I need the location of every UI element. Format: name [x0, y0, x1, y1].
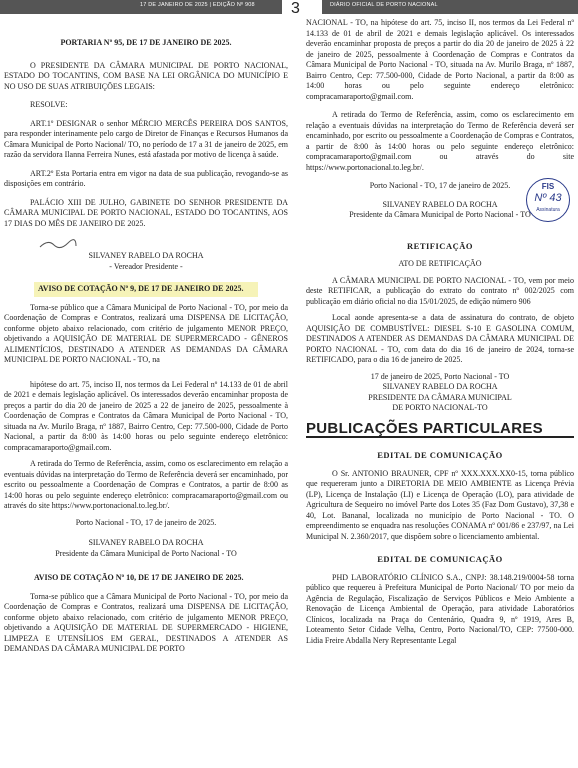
- edital-1-title: EDITAL DE COMUNICAÇÃO: [377, 450, 503, 460]
- retificacao-body: A CÂMARA MUNICIPAL DE PORTO NACIONAL - TO, vem por meio deste RETIFICAR, a publicação do extrato do contrato nº 002/2025 com publicação em diário oficial no dia 15/01/2025, de edição número 906: [306, 275, 574, 306]
- edital-2-body: PHD LABORATÓRIO CLÍNICO S.A., CNPJ: 38.148.219/0004-58 torna público que requereu à Prefeitura Municipal de Porto Nacional/ TO por meio da Agência de Regulação, Fiscalização de Serviços Públicos e Meio Ambiente a Renovação de Licença Ambiental de Operação, para atividade Laboratórios Clínicos, localizada na Praça do Centenário, Quadra 9, nº 1919, Ares B, Loteamento Setor Cidade Velha, Centro, Porto Nacional/TO, CEP: 77500-000. Lidia Freire Abdalla Nery Representante Legal: [306, 572, 574, 645]
- aviso-9-signer: SILVANEY RABELO DA ROCHA: [88, 538, 204, 547]
- aviso-9-retirada: A retirada do Termo de Referência, assim, como os esclarecimento em relação a eventuais dúvidas na interpretação do Termo de Referência deverá ser encaminhado, por escrito ou pessoalmente a Coordenação de Compras e Contratos, a partir de 8:00 as 14:00 horas ou pelo seguinte endereço eletrônico: compracamaraporto@gmail.com ou através do site https://www.portonacional.to.leg.br/.: [4, 459, 288, 510]
- signer-role: - Vereador Presidente -: [109, 261, 183, 271]
- article-2: ART.2º Esta Portaria entra em vigor na data de sua publicação, revogando-se as disposições em contrário.: [4, 168, 288, 188]
- aviso-9-role: Presidente da Câmara Municipal de Porto Nacional - TO: [55, 548, 237, 558]
- edition-label: 17 DE JANEIRO DE 2025 | EDIÇÃO Nº 908: [140, 2, 255, 8]
- retificacao-signer: SILVANEY RABELO DA ROCHA: [382, 382, 498, 391]
- fis-stamp: [526, 178, 570, 222]
- edital-2-title: EDITAL DE COMUNICAÇÃO: [377, 554, 503, 564]
- resolve-label: RESOLVE:: [30, 100, 68, 109]
- retificacao-body-2: Local aonde apresenta-se a data de assinatura do contrato, de objeto AQUISIÇÃO DE COMBUSTÍVEL: DIESEL S-10 E GASOLINA COMUM, DESTINADOS A ATENDER AS DEMANDAS DA CÂMARA MUNICIPAL DE PORTO NACIONAL - TO, com data do dia 16 de janeiro de 2024, torna-se RETIFICADO, para o dia 16 de janeiro de 2025.: [306, 313, 574, 364]
- aviso-10-retirada: A retirada do Termo de Referência, assim, como os esclarecimento em relação a eventuais dúvidas na interpretação do Termo de Referência deverá ser encaminhado, por escrito ou pessoalmente a Coordenação de Compras e Contratos, a partir de 8:00 às 14:00 horas ou pelo seguinte endereço eletrônico: compracamaraporto@gmail.com ou através do site https://www.portonacional.to.leg.br/.: [306, 110, 574, 172]
- retificacao-role-1: PRESIDENTE DA CÂMARA MUNICIPAL: [368, 392, 512, 402]
- portaria-intro: O PRESIDENTE DA CÂMARA MUNICIPAL DE PORTO NACIONAL, ESTADO DO TOCANTINS, COM BASE NA LEI ORGÂNICA DO MUNICÍPIO E NO USO DE SUAS ATRIBUIÇÕES LEGAIS:: [4, 60, 288, 91]
- aviso-10-date: Porto Nacional - TO, 17 de janeiro de 2025.: [369, 181, 511, 190]
- aviso-9-hipotese: hipótese do art. 75, inciso II, nos termos da Lei Federal nº 14.133 de 01 de abril de 2021 e demais legislação aplicável. Os interessados deverão encaminhar proposta de preços a partir do dia 20 de janeiro de 2025 a 22 de janeiro de 2025, pessoalmente à Coordenação de Compras e Contratos da Câmara Municipal de Porto Nacional - TO, situada na Av. Murilo Braga, nº 1887, Bairro Centro, Cep: 77.500-000, Cidade de Porto Nacional, a partir da 8:00 às 14:00 horas ou pelo seguinte endereço eletrônico: compracamaraporto@gmail.com.: [4, 379, 288, 452]
- left-column: [4, 18, 288, 768]
- stamp-fis-label: FIS: [541, 182, 555, 191]
- retificacao-title: RETIFICAÇÃO: [407, 240, 473, 251]
- aviso-10-continuation: NACIONAL - TO, na hipótese do art. 75, inciso II, nos termos da Lei Federal nº 14.133 de 01 de abril de 2021 e demais legislação aplicável. Os interessados deverão encaminhar proposta de preços a partir do dia 20 de janeiro de 2025 à 22 de janeiro de 2025, pessoalmente à Coordenação de Compras e Contratos da Câmara Municipal de Porto Nacional - TO, situada na Av. Murilo Braga, nº 1887, Bairro Centro, Cep: 77.500-000, Cidade de Porto Nacional, a partir da 8:00 as 14:00 horas ou pelo seguinte endereço eletrônico: compracamaraporto@gmail.com.: [306, 18, 574, 101]
- header-bar-left: [0, 0, 282, 14]
- retificacao-role-2: DE PORTO NACIONAL-TO: [392, 403, 488, 412]
- page-number: 3: [291, 0, 300, 17]
- aviso-10-title: AVISO DE COTAÇÃO Nº 10, DE 17 DE JANEIRO DE 2025.: [34, 573, 244, 582]
- right-column: [306, 18, 574, 768]
- stamp-signature-label: Assinatura: [536, 207, 560, 213]
- aviso-9-body: Torna-se público que a Câmara Municipal de Porto Nacional - TO, por meio da Coordenação de Compras e Contratos, realizará uma DISPENSA DE LICITAÇÃO, conforme objeto abaixo relacionado, com critério de julgamento MENOR PREÇO, objetivando a AQUISIÇÃO DE MATERIAL DE SUPERMERCADO - GÊNEROS ALIMENTÍCIOS, DESTINADO A ATENDER AS DEMANDAS DA CÂMARA MUNICIPAL DE PORTO NACIONAL - TO, na: [4, 302, 288, 364]
- section-title: PUBLICAÇÕES PARTICULARES: [306, 419, 543, 437]
- header-bar-right: [322, 0, 578, 14]
- article-1: ART.1º DESIGNAR o senhor MÉRCIO MERCÊS PEREIRA DOS SANTOS, para responder interinamente pelo cargo de Diretor de Finanças e Recursos Humanos da Câmara Municipal de Porto Nacional/ TO, no período de 17 a 31 de janeiro de 2025, em razão da servidora Ilanna Ferreira Nunes, está afastada por motivo de licença à saúde.: [4, 118, 288, 159]
- signature-icon: [38, 237, 78, 251]
- portaria-title: PORTARIA Nº 95, DE 17 DE JANEIRO DE 2025.: [60, 38, 232, 47]
- aviso-10-signer: SILVANEY RABELO DA ROCHA: [382, 199, 498, 209]
- journal-title: DIÁRIO OFICIAL DE PORTO NACIONAL: [330, 2, 438, 8]
- edital-1-body: O Sr. ANTONIO BRAUNER, CPF nº XXX.XXX.XX0-15, torna público que requereram junto a DIRETORIA DE MEIO AMBIENTE as Licença Prévia (LP), Licença de Instalação (LI) e Licença de Operação (LO), para atividade de Agricultura de Sequeiro no imóvel Parte dos Lotes 35 (Faz Dom Gustavo), 37,38 e 40, Lot. Bananal, localizada no município de Porto Nacional - TO. O empreendimento se enquadra nas resoluções CONAMA nº 001/86 e 237/97, na Lei Municipal N. 2.360/2017, que dispõem sobre o licenciamento ambiental.: [306, 468, 574, 541]
- retificacao-date: 17 de janeiro de 2025, Porto Nacional - TO: [370, 371, 510, 381]
- aviso-10-role: Presidente da Câmara Municipal de Porto Nacional - TO: [349, 210, 531, 219]
- aviso-10-body: Torna-se público que a Câmara Municipal de Porto Nacional - TO, por meio da Coordenação de Compras e Contratos, realizará uma DISPENSA DE LICITAÇÃO, conforme objeto abaixo relacionado, com critério de julgamento MENOR PREÇO, objetivando a AQUISIÇÃO DE MATERIAL DE SUPERMERCADO - HIGIENE, LIMPEZA E UTENSÍLIOS EM GERAL, DESTINADOS A ATENDER AS DEMANDAS DA CÂMARA MUNICIPAL DE PORTO: [4, 591, 288, 653]
- aviso-9-title: AVISO DE COTAÇÃO Nº 9, DE 17 DE JANEIRO DE 2025.: [34, 282, 258, 297]
- stamp-number: Nº 43: [534, 192, 562, 204]
- palacio-text: PALÁCIO XIII DE JULHO, GABINETE DO SENHOR PRESIDENTE DA CÂMARA MUNICIPAL DE PORTO NACIONAL, ESTADO DO TOCANTINS, AOS 17 DIAS DO MÊS DE JANEIRO DE 2025.: [4, 197, 288, 228]
- aviso-9-date: Porto Nacional - TO, 17 de janeiro de 2025.: [75, 517, 217, 527]
- retificacao-subtitle: ATO DE RETIFICAÇÃO: [398, 259, 482, 268]
- signer-name: SILVANEY RABELO DA ROCHA: [88, 251, 204, 260]
